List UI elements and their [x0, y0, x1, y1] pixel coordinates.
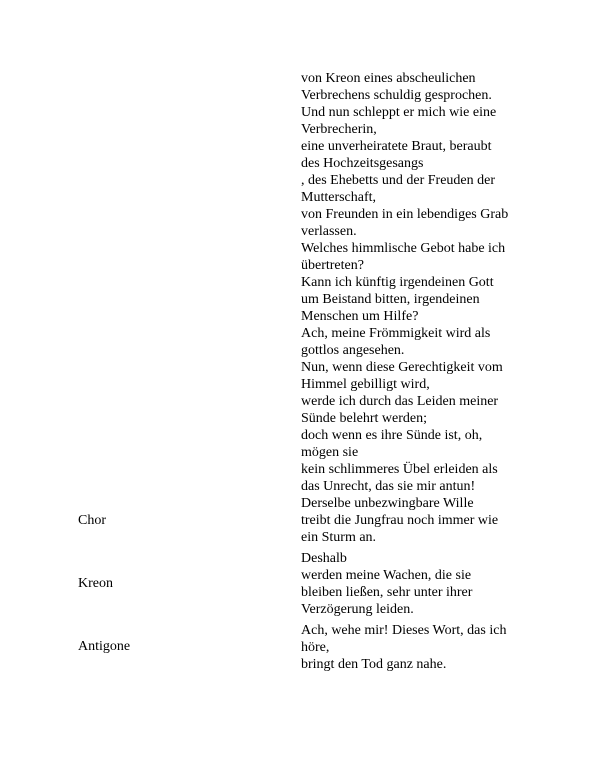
- speech-lines: [301, 622, 541, 673]
- speech-line: ein Sturm an.: [301, 530, 377, 545]
- speech-line: von Kreon eines abscheulichen: [301, 71, 476, 86]
- speech-line: eine unverheiratete Braut, beraubt: [301, 139, 492, 154]
- speaker-name: Chor: [78, 513, 106, 528]
- speech-line: Deshalb: [301, 551, 347, 566]
- speech-line: werde ich durch das Leiden meiner: [301, 394, 499, 409]
- speech-lines: [301, 495, 541, 546]
- speech-line: gottlos angesehen.: [301, 343, 405, 358]
- speech-line: Ach, meine Frömmigkeit wird als: [301, 326, 491, 341]
- speech-line: Verbrecherin,: [301, 122, 377, 137]
- speech-lines: [301, 70, 541, 495]
- speech-line: bleiben ließen, sehr unter ihrer: [301, 585, 473, 600]
- speech-line: Und nun schleppt er mich wie eine: [301, 105, 497, 120]
- speech-line: Verbrechens schuldig gesprochen.: [301, 88, 492, 103]
- speech-line: übertreten?: [301, 258, 364, 273]
- speech-line: treibt die Jungfrau noch immer wie: [301, 513, 499, 528]
- speech-line: werden meine Wachen, die sie: [301, 568, 472, 583]
- speech-line: höre,: [301, 640, 330, 655]
- speech-line: Kann ich künftig irgendeinen Gott: [301, 275, 494, 290]
- speech-line: verlassen.: [301, 224, 357, 239]
- speech-lines: [301, 550, 541, 618]
- speech-line: Derselbe unbezwingbare Wille: [301, 496, 474, 511]
- speech-line: Nun, wenn diese Gerechtigkeit vom: [301, 360, 503, 375]
- speaker-name: Antigone: [78, 639, 131, 654]
- speech-line: Ach, wehe mir! Dieses Wort, das ich: [301, 623, 507, 638]
- speech-line: kein schlimmeres Übel erleiden als: [301, 462, 498, 477]
- speech-line: um Beistand bitten, irgendeinen: [301, 292, 480, 307]
- speaker-name: Kreon: [78, 576, 113, 591]
- speech-line: Verzögerung leiden.: [301, 602, 414, 617]
- speech-line: , des Ehebetts und der Freuden der: [301, 173, 495, 188]
- speech-line: doch wenn es ihre Sünde ist, oh,: [301, 428, 483, 443]
- speech-line: Welches himmlische Gebot habe ich: [301, 241, 506, 256]
- speech-line: mögen sie: [301, 445, 359, 460]
- speech-line: des Hochzeitsgesangs: [301, 156, 424, 171]
- speech-line: bringt den Tod ganz nahe.: [301, 657, 447, 672]
- speech-line: Himmel gebilligt wird,: [301, 377, 430, 392]
- speech-line: Mutterschaft,: [301, 190, 377, 205]
- speech-line: das Unrecht, das sie mir antun!: [301, 479, 476, 494]
- speech-line: Sünde belehrt werden;: [301, 411, 427, 426]
- speech-line: von Freunden in ein lebendiges Grab: [301, 207, 509, 222]
- speech-line: Menschen um Hilfe?: [301, 309, 419, 324]
